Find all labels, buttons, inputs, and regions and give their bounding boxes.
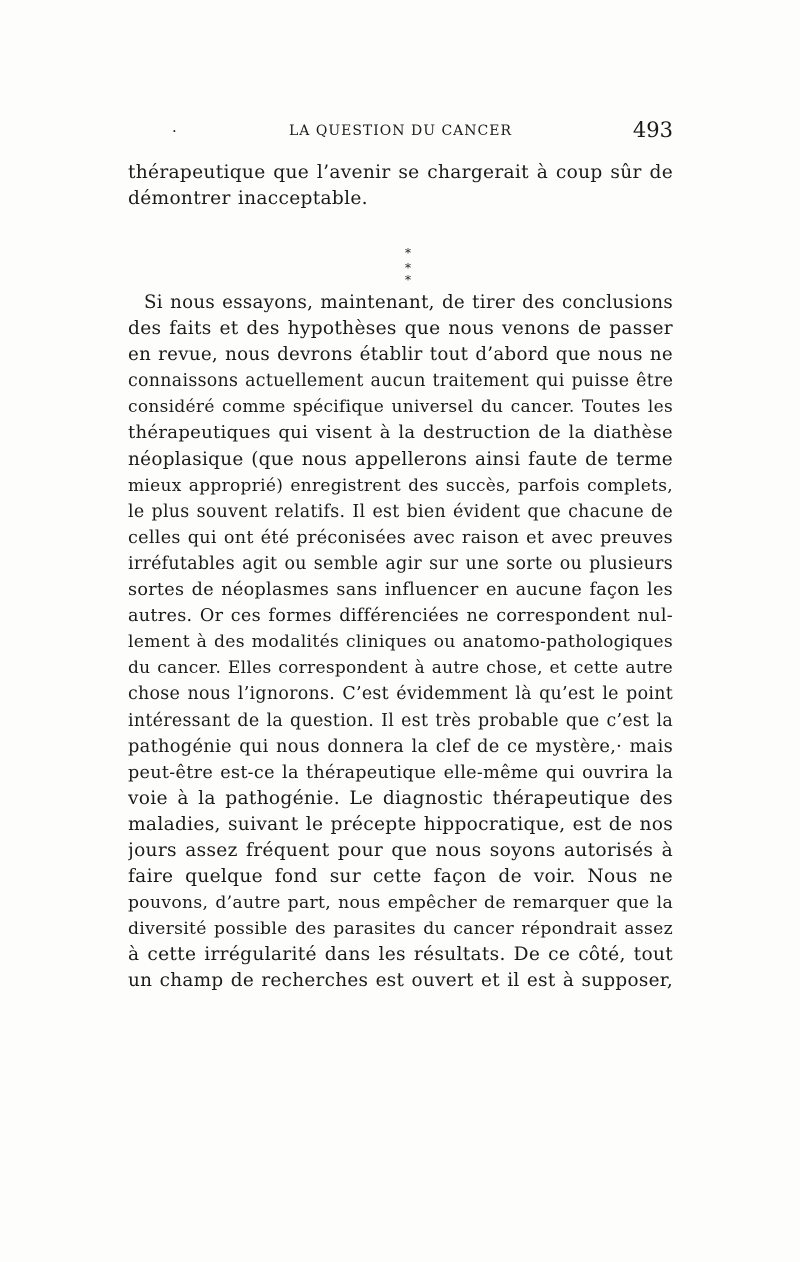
text-line: un champ de recherches est ouvert et il est à supposer, — [128, 970, 673, 992]
text-line: thérapeutique que l’avenir se chargerait à coup sûr de — [128, 162, 673, 183]
text-line: celles qui ont été préconisées avec raison et avec preuves — [128, 527, 673, 548]
text-line: maladies, suivant le précepte hippocratique, est de nos — [128, 813, 673, 835]
running-header — [128, 118, 673, 142]
text-line: des faits et des hypothèses que nous venons de passer — [128, 318, 673, 340]
text-line: à cette irrégularité dans les résultats. De ce côté, tout — [128, 944, 673, 966]
text-line: peut-être est-ce la thérapeutique elle-même qui ouvrira la — [128, 762, 673, 783]
text-line: néoplasique (que nous appellerons ainsi faute de terme — [128, 448, 673, 470]
header-dot: · — [172, 122, 177, 140]
text-line: Si nous essayons, maintenant, de tirer des conclusions — [144, 292, 673, 313]
asterism-bottom-stars: * * — [405, 261, 419, 287]
text-line: connaissons actuellement aucun traitement qui puisse être — [128, 371, 673, 392]
running-title: LA QUESTION DU CANCER — [288, 123, 512, 139]
text-line: du cancer. Elles correspondent à autre chose, et cette autre — [128, 658, 673, 679]
paragraph-continuation — [128, 160, 673, 212]
paragraph-main — [128, 290, 673, 995]
text-line: lement à des modalités cliniques ou anatomo-pathologiques — [128, 632, 673, 653]
text-line: mieux approprié) enregistrent des succès, parfois complets, — [128, 475, 673, 496]
text-line: faire quelque fond sur cette façon de voir. Nous ne — [128, 866, 673, 888]
text-line: autres. Or ces formes différenciées ne correspondent nul- — [128, 606, 673, 627]
section-break-asterism — [388, 246, 428, 287]
text-line: thérapeutiques qui visent à la destruction de la diathèse — [128, 422, 673, 444]
text-line: pouvons, d’autre part, nous empêcher de remarquer que la — [128, 893, 673, 914]
page-number: 493 — [632, 118, 673, 142]
text-line: pathogénie qui nous donnera la clef de ce mystère,· mais — [128, 735, 673, 757]
text-line: considéré comme spécifique universel du cancer. Toutes les — [128, 397, 673, 418]
text-line: démontrer inacceptable. — [128, 188, 368, 210]
text-line: intéressant de la question. Il est très probable que c’est la — [128, 710, 673, 731]
text-line: voie à la pathogénie. Le diagnostic thérapeutique des — [128, 787, 673, 809]
asterism-top-star: * — [405, 246, 411, 260]
text-line: jours assez fréquent pour que nous soyons autorisés à — [128, 839, 673, 861]
text-line: sortes de néoplasmes sans influencer en aucune façon les — [128, 580, 673, 601]
text-line: irréfutables agit ou semble agir sur une sorte ou plusieurs — [128, 553, 673, 574]
text-line: chose nous l’ignorons. C’est évidemment là qu’est le point — [128, 684, 673, 705]
text-line: en revue, nous devrons établir tout d’abord que nous ne — [128, 344, 673, 366]
text-line: le plus souvent relatifs. Il est bien évident que chacune de — [128, 501, 673, 522]
text-line: diversité possible des parasites du cancer répondrait assez — [128, 919, 673, 940]
